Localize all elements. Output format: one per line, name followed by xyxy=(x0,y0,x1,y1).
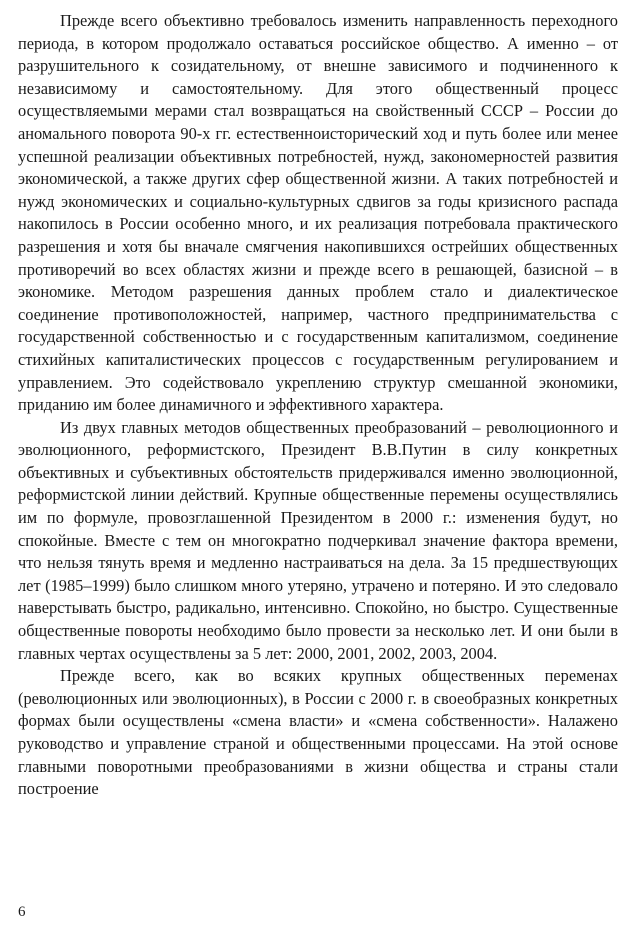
page-body xyxy=(18,10,618,801)
paragraph-1: Прежде всего объективно требовалось изменить направленность переходного периода, в котором продолжало оставаться российское общество. А именно – от разрушительного к созидательному, от внешне зависимого и подчиненного к независимому и самостоятельному. Для этого общественный процесс осуществляемыми мерами стал возвращаться на свойственный СССР – России до аномального поворота 90-х гг. естественноисторический ход и путь более или менее успешной реализации объективных потребностей, нужд, закономерностей развития экономической, а также других сфер общественной жизни. А таких потребностей и нужд экономических и социально-культурных сдвигов за годы кризисного распада накопилось в России особенно много, и их реализация потребовала практического разрешения и хотя бы вначале смягчения накопившихся острейших общественных противоречий во всех областях жизни и прежде всего в решающей, базисной – в экономике. Методом разрешения данных проблем стало и диалектическое соединение противоположностей, например, частного предпринимательства с государственной собственностью и с государственным капитализмом, соединение стихийных капиталистических процессов с государственным регулированием и управлением. Это содействовало укреплению структур смешанной экономики, приданию им более динамичного и эффективного характера. xyxy=(18,11,618,415)
paragraph-3: Прежде всего, как во всяких крупных общественных переменах (революционных или эволюционных), в России с 2000 г. в своеобразных конкретных формах были осуществлены «смена власти» и «смена собственности». Налажено руководство и управление страной и общественными процессами. На этой основе главными поворотными преобразованиями в жизни общества и страны стали построение xyxy=(18,666,618,799)
page-number: 6 xyxy=(18,904,26,920)
paragraph-2: Из двух главных методов общественных преобразований – революционного и эволюционного, реформистского, Президент В.В.Путин в силу конкретных объективных и субъективных обстоятельств придерживался именно эволюционной, реформистской линии действий. Крупные общественные перемены осуществлялись им по формуле, провозглашенной Президентом в 2000 г.: изменения будут, но спокойные. Вместе с тем он многократно подчеркивал значение фактора времени, что нельзя тянуть время и медленно настраиваться на дела. За 15 предшествующих лет (1985–1999) было слишком много утеряно, утрачено и потеряно. И это следовало наверстывать быстро, радикально, интенсивно. Спокойно, но быстро. Существенные общественные повороты необходимо было провести за несколько лет. И они были в главных чертах осуществлены за 5 лет: 2000, 2001, 2002, 2003, 2004. xyxy=(18,417,618,663)
